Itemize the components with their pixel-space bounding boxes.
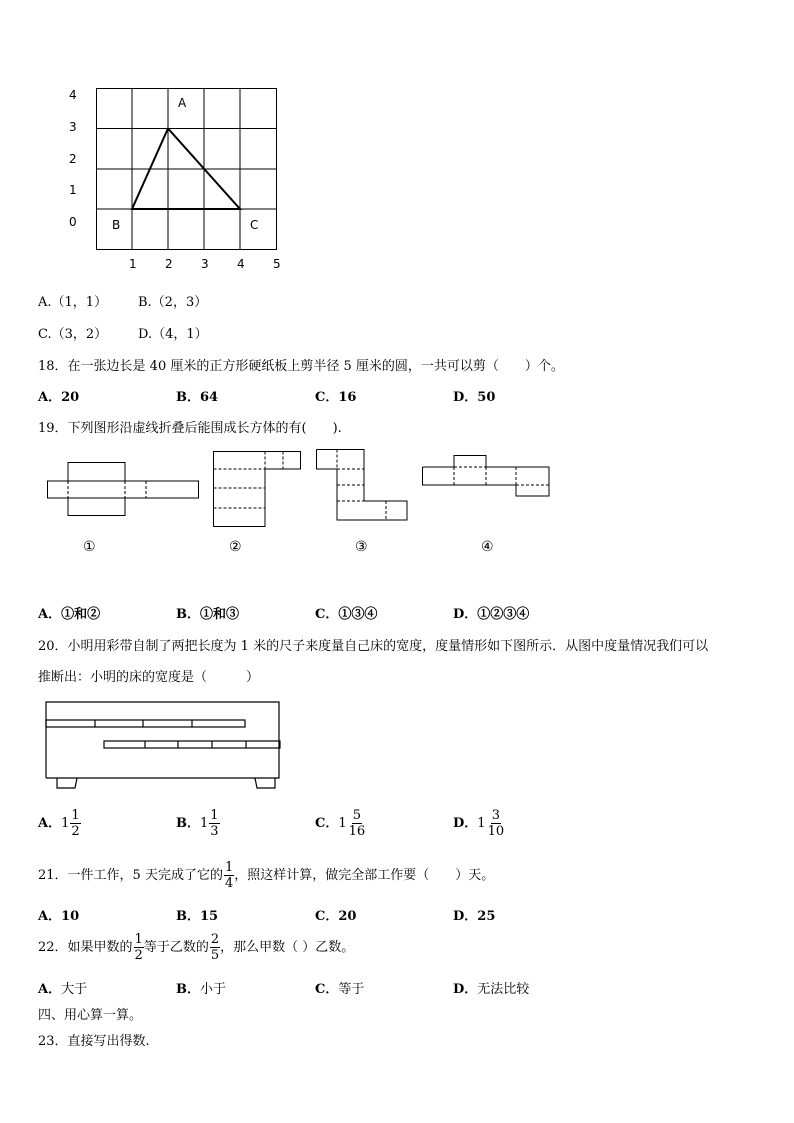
q23-text: 23．直接写出得数. <box>38 1034 150 1049</box>
q18-option-a[interactable]: A．20 <box>38 390 80 405</box>
q20-option-a[interactable]: A． 1 $\frac{1}{2}$ <box>38 808 80 839</box>
net-figure-4 <box>422 455 550 497</box>
figure-label-2: ② <box>229 539 242 555</box>
q19-option-b[interactable]: B．①和③ <box>176 607 240 622</box>
q17-option-a[interactable]: A.（1，1） <box>38 295 108 310</box>
q19-option-a[interactable]: A．①和② <box>38 607 101 622</box>
q20-option-b[interactable]: B． 1 $\frac{1}{3}$ <box>176 808 219 839</box>
x-label: 4 <box>237 257 245 271</box>
q21-option-c[interactable]: C．20 <box>315 909 357 924</box>
q21-option-d[interactable]: D．25 <box>453 909 496 924</box>
y-label: 2 <box>69 152 77 166</box>
y-label: 3 <box>69 120 77 134</box>
q21-text: 21．一件工作，5 天完成了它的 $\frac{1}{4}$ ，照这样计算，做完全部工作要（ ）天。 <box>38 860 495 891</box>
q17-option-d[interactable]: D.（4，1） <box>138 327 208 342</box>
q18-option-c[interactable]: C．16 <box>315 390 357 405</box>
figure-label-1: ① <box>83 539 96 555</box>
net-figure-2 <box>213 451 301 527</box>
y-label: 4 <box>69 88 77 102</box>
net-figure-1 <box>47 462 199 516</box>
figure-label-3: ③ <box>355 539 368 555</box>
y-label: 0 <box>69 215 77 229</box>
q19-option-d[interactable]: D．①②③④ <box>453 607 530 622</box>
q22-option-d[interactable]: D．无法比较 <box>453 982 530 997</box>
x-label: 5 <box>273 257 281 271</box>
point-a-label: A <box>178 96 187 110</box>
q20-text-line2: 推断出：小明的床的宽度是（ ） <box>38 670 260 685</box>
net-figure-3 <box>316 449 408 521</box>
point-b-label: B <box>112 218 121 232</box>
q21-option-a[interactable]: A．10 <box>38 909 80 924</box>
point-c-label: C <box>250 218 259 232</box>
q17-option-c[interactable]: C.（3，2） <box>38 327 108 342</box>
y-label: 1 <box>69 183 77 197</box>
x-label: 2 <box>165 257 173 271</box>
bed-measure-figure <box>45 700 281 790</box>
x-label: 3 <box>201 257 209 271</box>
q20-option-c[interactable]: C． 1 $\frac{5}{16}$ <box>315 808 366 839</box>
q22-option-a[interactable]: A．大于 <box>38 982 88 997</box>
q18-text: 18．在一张边长是 40 厘米的正方形硬纸板上剪半径 5 厘米的圆，一共可以剪（ ）个。 <box>38 359 564 374</box>
q22-option-c[interactable]: C．等于 <box>315 982 365 997</box>
x-label: 1 <box>129 257 137 271</box>
figure-label-4: ④ <box>481 539 494 555</box>
q22-option-b[interactable]: B．小于 <box>176 982 227 997</box>
q18-option-d[interactable]: D．50 <box>453 390 496 405</box>
q18-option-b[interactable]: B．64 <box>176 390 219 405</box>
q19-option-c[interactable]: C．①③④ <box>315 607 378 622</box>
q22-text: 22．如果甲数的 $\frac{1}{2}$ 等于乙数的 $\frac{2}{5}$ ，那么甲数（ ）乙数。 <box>38 932 355 963</box>
q20-text-line1: 20．小明用彩带自制了两把长度为 1 米的尺子来度量自己床的宽度，度量情形如下图所示．从图中度量情况我们可以 <box>38 639 709 654</box>
q19-text: 19．下列图形沿虚线折叠后能围成长方体的有( ). <box>38 421 342 436</box>
q20-option-d[interactable]: D． 1 $\frac{3}{10}$ <box>453 808 505 839</box>
section-heading: 四、用心算一算。 <box>38 1008 143 1023</box>
q21-option-b[interactable]: B．15 <box>176 909 219 924</box>
q17-option-b[interactable]: B.（2，3） <box>138 295 208 310</box>
